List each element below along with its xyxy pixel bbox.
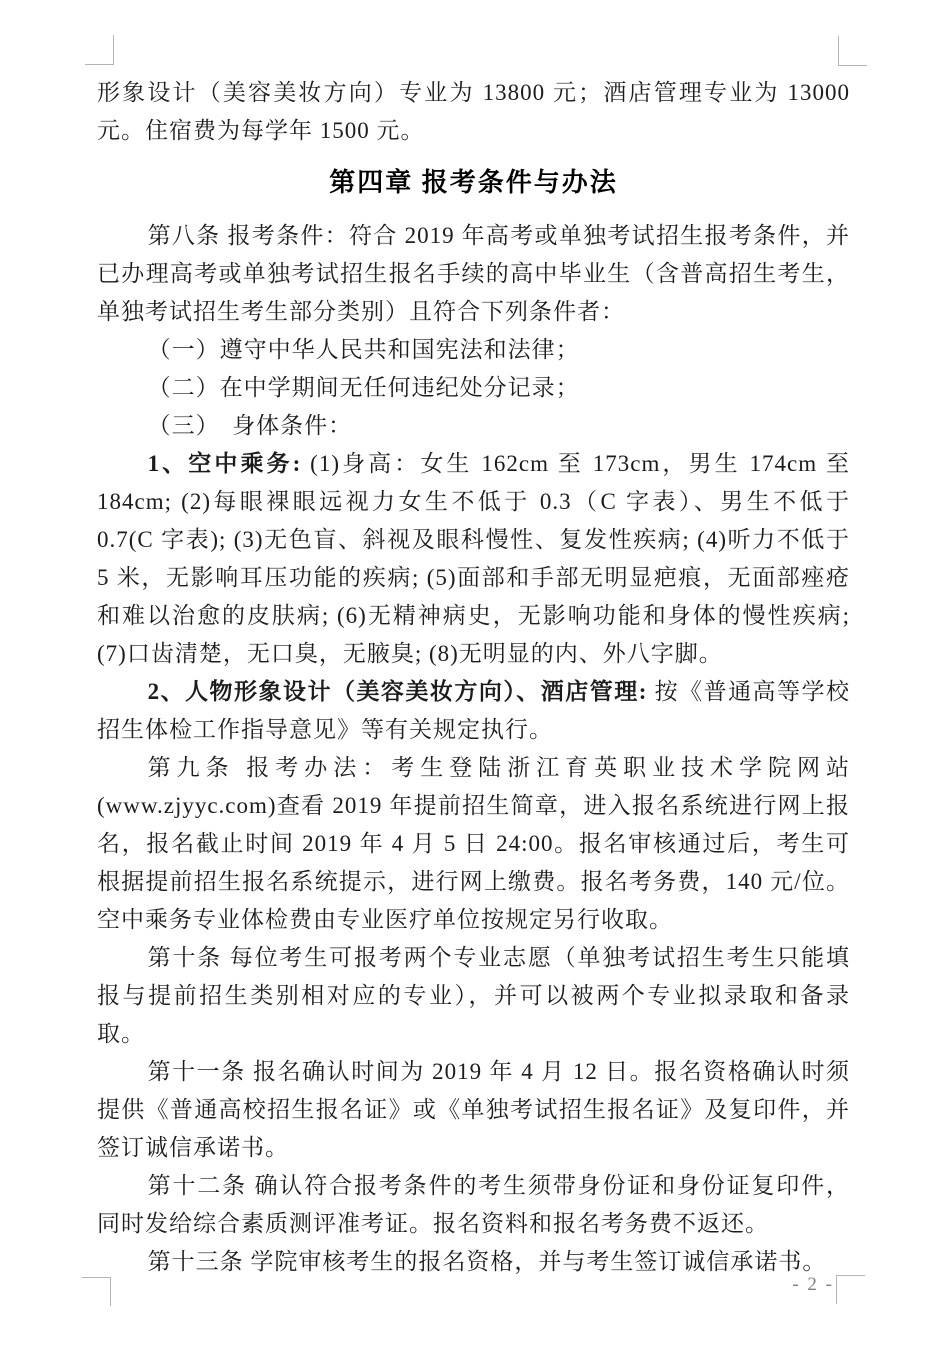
crop-mark-bottom-left-icon xyxy=(82,1277,111,1306)
text-segment: 第十三条 学院审核考生的报名资格，并与考生签订诚信承诺书。 xyxy=(147,1249,827,1274)
text-segment: （一）遵守中华人民共和国宪法和法律； xyxy=(147,337,580,362)
paragraph xyxy=(97,673,850,749)
paragraph xyxy=(97,407,850,445)
text-segment: 第十条 每位考生可报考两个专业志愿（单独考试招生考生只能填报与提前招生类别相对应的专业），并可以被两个专业拟录取和备录取。 xyxy=(97,945,850,1046)
paragraph xyxy=(97,217,850,331)
crop-mark-top-right-icon xyxy=(838,36,867,66)
text-segment: 第八条 报考条件：符合 2019 年高考或单独考试招生报考条件，并已办理高考或单独考试招生报名手续的高中毕业生（含普高招生考生，单独考试招生考生部分类别）且符合下列条件者： xyxy=(97,223,850,324)
document-content xyxy=(97,74,850,1281)
paragraph xyxy=(97,1167,850,1243)
paragraph xyxy=(97,331,850,369)
page-number: - 2 - xyxy=(792,1274,834,1295)
chapter-heading: 第四章 报考条件与办法 xyxy=(329,168,618,197)
paragraph xyxy=(97,1053,850,1167)
text-segment: 第十二条 确认符合报考条件的考生须带身份证和身份证复印件，同时发给综合素质测评准考证。报名资料和报名考务费不返还。 xyxy=(97,1173,850,1236)
paragraph xyxy=(97,939,850,1053)
text-segment: （三） 身体条件： xyxy=(147,413,353,438)
paragraph xyxy=(97,749,850,939)
crop-mark-top-left-icon xyxy=(85,35,114,65)
text-segment: 第九条 报考办法：考生登陆浙江育英职业技术学院网站(www.zjyyc.com)查看 2019 年提前招生简章，进入报名系统进行网上报名，报名截止时间 2019 年 4 月 5 日 24:00。报名审核通过后，考生可根据提前招生报名系统提示，进行网上缴费。报名考务费，140 元/位。空中乘务专业体检费由专业医疗单位按规定另行收取。 xyxy=(97,755,850,932)
text-segment: 按《普通高等学校招生体检工作指导意见》等有关规定执行。 xyxy=(97,679,850,742)
text-segment: (1)身高：女生 162cm 至 173cm，男生 174cm 至 184cm; (2)每眼裸眼远视力女生不低于 0.3（C 字表）、男生不低于 0.7(C 字表); (3)无色盲、斜视及眼科慢性、复发性疾病; (4)听力不低于 5 米，无影响耳压功能的疾病; (5)面部和手部无明显疤痕，无面部痤疮和难以治愈的皮肤病; (6)无精神病史，无影响功能和身体的慢性疾病; (7)口齿清楚，无口臭，无腋臭; (8)无明显的内、外八字脚。 xyxy=(97,451,850,666)
text-segment: 第十一条 报名确认时间为 2019 年 4 月 12 日。报名资格确认时须提供《普通高校招生报名证》或《单独考试招生报名证》及复印件，并签订诚信承诺书。 xyxy=(97,1059,850,1160)
text-segment: 2、人物形象设计（美容美妆方向）、酒店管理: xyxy=(147,679,648,704)
text-segment: 形象设计（美容美妆方向）专业为 13800 元；酒店管理专业为 13000 元。住宿费为每学年 1500 元。 xyxy=(97,80,850,143)
paragraph xyxy=(97,74,850,150)
paragraph xyxy=(97,369,850,407)
paragraph xyxy=(97,1243,850,1281)
paragraph xyxy=(97,445,850,673)
text-segment: 1、空中乘务: xyxy=(147,451,302,476)
text-segment: （二）在中学期间无任何违纪处分记录； xyxy=(147,375,580,400)
